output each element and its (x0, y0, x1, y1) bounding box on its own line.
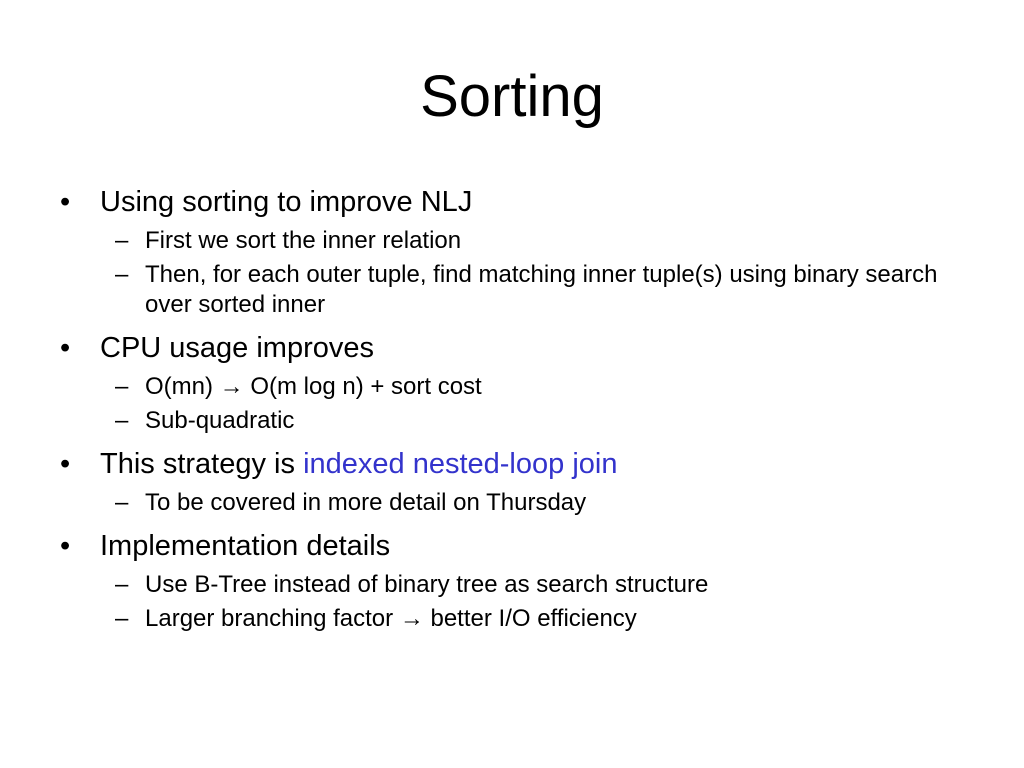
bullet-item (60, 444, 960, 484)
sub-bullet-text: O(mn) → O(m log n) + sort cost (145, 373, 482, 400)
sub-bullet-marker: – (115, 571, 129, 598)
sub-bullet-item (100, 226, 960, 256)
highlighted-term: indexed nested-loop join (303, 448, 618, 480)
bullet-item (60, 328, 960, 368)
sub-bullet-item (100, 372, 960, 402)
sub-bullet-marker: – (115, 605, 129, 632)
sub-bullet-list (60, 488, 960, 518)
sub-bullet-marker: – (115, 373, 129, 400)
slide-title: Sorting (420, 64, 604, 129)
sub-bullet-item (100, 488, 960, 518)
bullet-marker: • (60, 332, 71, 364)
sub-bullet-marker: – (115, 261, 129, 288)
bullet-text-prefix: This strategy is (100, 448, 304, 480)
sub-bullet-item (100, 570, 960, 600)
sub-bullet-item (100, 406, 960, 436)
sub-bullet-marker: – (115, 407, 129, 434)
bullet-item (60, 526, 960, 566)
bullet-text: CPU usage improves (100, 332, 374, 364)
bullet-marker: • (60, 530, 71, 562)
bullet-list (60, 182, 960, 642)
bullet-marker: • (60, 186, 71, 218)
sub-bullet-text: Then, for each outer tuple, find matching inner tuple(s) using binary search over sorted inner (145, 261, 938, 318)
sub-bullet-text: Sub-quadratic (145, 407, 295, 434)
sub-bullet-marker: – (115, 227, 129, 254)
bullet-item (60, 182, 960, 222)
sub-bullet-list (60, 570, 960, 634)
sub-bullet-item (100, 260, 960, 320)
sub-bullet-item (100, 604, 960, 634)
sub-bullet-text: Larger branching factor → better I/O efficiency (145, 605, 637, 632)
bullet-text: Using sorting to improve NLJ (100, 186, 473, 218)
sub-bullet-marker: – (115, 489, 129, 516)
bullet-marker: • (60, 448, 71, 480)
sub-bullet-list (60, 226, 960, 320)
sub-bullet-text: To be covered in more detail on Thursday (145, 489, 587, 516)
sub-bullet-text: Use B-Tree instead of binary tree as search structure (145, 571, 709, 598)
sub-bullet-text: First we sort the inner relation (145, 227, 462, 254)
bullet-text: Implementation details (100, 530, 391, 562)
sub-bullet-list (60, 372, 960, 436)
